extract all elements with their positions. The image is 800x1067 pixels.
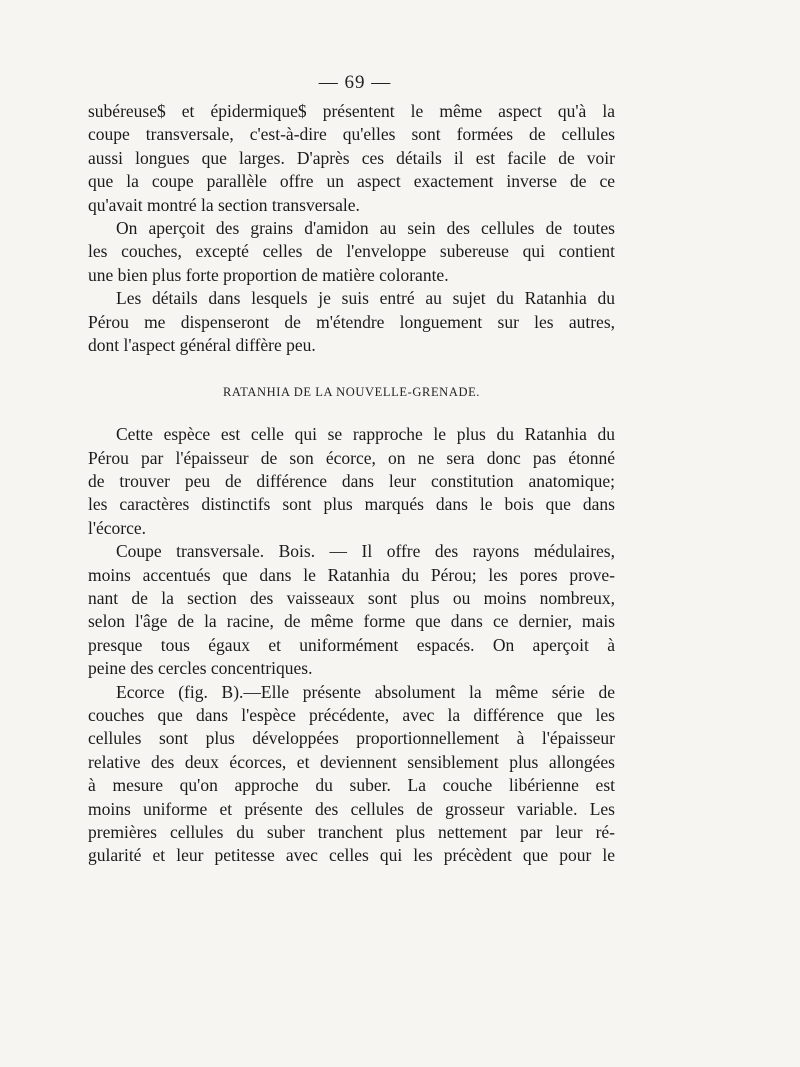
- text-line: Pérou me dispenseront de m'étendre longuement sur les autres,: [88, 311, 615, 332]
- text-line: cellules sont plus développées proportionnellement à l'épaisseur: [88, 728, 615, 749]
- text-line: Ecorce (fig. B).—Elle présente absolument la même série de: [116, 681, 615, 702]
- text-line: subéreuse$ et épidermique$ présentent le même aspect qu'à la: [88, 101, 615, 121]
- paragraph: [88, 217, 615, 287]
- text-line: de trouver peu de différence dans leur constitution anatomique;: [88, 471, 615, 492]
- text-line: Les détails dans lesquels je suis entré au sujet du Ratanhia du: [116, 288, 615, 309]
- text-line: les couches, excepté celles de l'enveloppe subereuse qui contient: [88, 241, 615, 262]
- page-number: — 69 —: [318, 72, 392, 93]
- text-line: les caractères distinctifs sont plus marqués dans le bois que dans: [88, 494, 615, 515]
- text-line: dont l'aspect général diffère peu.: [88, 334, 316, 355]
- text-line: relative des deux écorces, et deviennent sensiblement plus allongées: [88, 751, 615, 772]
- text-line: l'écorce.: [88, 517, 147, 538]
- page-body: [88, 100, 615, 868]
- text-line: coupe transversale, c'est-à-dire qu'elles sont formées de cellules: [88, 124, 615, 145]
- text-line: moins uniforme et présente des cellules de grosseur variable. Les: [88, 798, 615, 819]
- section-heading: RATANHIA DE LA NOUVELLE-GRENADE.: [222, 385, 481, 400]
- text-line: qu'avait montré la section transversale.: [88, 194, 360, 215]
- text-line: une bien plus forte proportion de matière colorante.: [88, 264, 449, 285]
- text-line: Coupe transversale. Bois. — Il offre des rayons médulaires,: [116, 541, 615, 562]
- paragraph: [88, 287, 615, 357]
- paragraph: [88, 540, 615, 680]
- text-line: Pérou par l'épaisseur de son écorce, on ne sera donc pas étonné: [88, 447, 615, 468]
- text-line: à mesure qu'on approche du suber. La couche libérienne est: [88, 775, 615, 796]
- text-line: peine des cercles concentriques.: [88, 658, 313, 679]
- text-line: gularité et leur petitesse avec celles qui les précèdent que pour le: [88, 845, 615, 866]
- text-line: premières cellules du suber tranchent plus nettement par leur ré-: [88, 821, 615, 842]
- text-line: moins accentués que dans le Ratanhia du Pérou; les pores prove-: [88, 564, 615, 585]
- paragraph: [88, 681, 615, 868]
- text-line: que la coupe parallèle offre un aspect exactement inverse de ce: [88, 171, 615, 192]
- text-line: selon l'âge de la racine, de même forme que dans ce dernier, mais: [88, 611, 615, 632]
- paragraph: [88, 423, 615, 540]
- text-line: aussi longues que larges. D'après ces détails il est facile de voir: [88, 147, 615, 168]
- paragraph: [88, 100, 615, 217]
- text-line: presque tous égaux et uniformément espacés. On aperçoit à: [88, 634, 615, 655]
- text-line: nant de la section des vaisseaux sont plus ou moins nombreux,: [88, 588, 615, 609]
- text-line: couches que dans l'espèce précédente, avec la différence que les: [88, 704, 615, 725]
- text-line: Cette espèce est celle qui se rapproche le plus du Ratanhia du: [116, 424, 615, 445]
- text-line: On aperçoit des grains d'amidon au sein des cellules de toutes: [116, 217, 615, 238]
